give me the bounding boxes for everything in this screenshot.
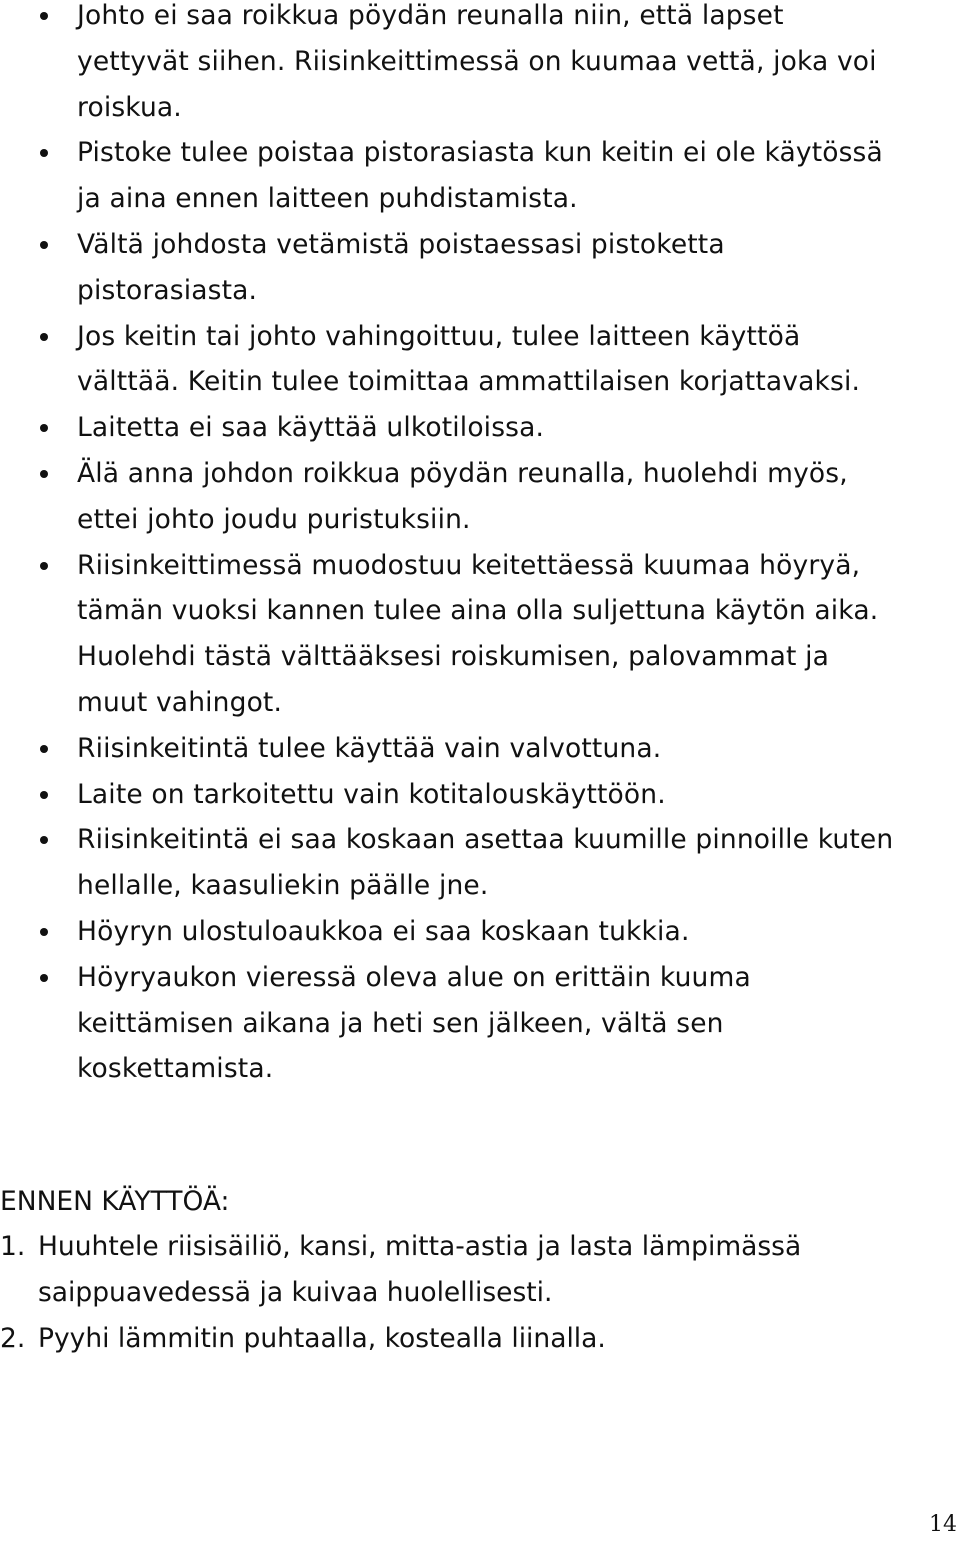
bullet-icon [40, 836, 48, 844]
safety-list-item [0, 817, 960, 909]
safety-item-line: koskettamista. [77, 1053, 274, 1085]
page-number: 14 [929, 1512, 957, 1537]
safety-list-item [0, 955, 960, 1092]
safety-item-line: ja aina ennen laitteen puhdistamista. [77, 183, 578, 215]
safety-item-line: Jos keitin tai johto vahingoittuu, tulee laitteen käyttöä [77, 320, 801, 352]
before-use-steps-list [0, 1224, 960, 1361]
safety-item-line: Riisinkeitintä ei saa koskaan asettaa kuumille pinnoille kuten [77, 824, 894, 856]
before-use-step [0, 1224, 960, 1316]
safety-item-line: roiskua. [77, 91, 182, 123]
safety-list-item [0, 314, 960, 406]
safety-list-item [0, 772, 960, 818]
safety-item-line: tämän vuoksi kannen tulee aina olla suljettuna käytön aika. [77, 595, 879, 627]
safety-item-line: Laite on tarkoitettu vain kotitalouskäyttöön. [77, 778, 666, 810]
bullet-icon [40, 791, 48, 799]
safety-item-line: muut vahingot. [77, 686, 283, 718]
safety-list-item [0, 909, 960, 955]
bullet-icon [40, 12, 48, 20]
bullet-icon [40, 241, 48, 249]
safety-item-line: Laitetta ei saa käyttää ulkotiloissa. [77, 412, 545, 444]
bullet-icon [40, 928, 48, 936]
safety-item-line: Riisinkeitintä tulee käyttää vain valvottuna. [77, 732, 662, 764]
safety-item-line: Höyryaukon vieressä oleva alue on erittäin kuuma [77, 961, 751, 993]
safety-list-item [0, 0, 960, 130]
safety-item-line: pistorasiasta. [77, 274, 258, 306]
step-text-line: Huuhtele riisisäiliö, kansi, mitta-astia ja lasta lämpimässä [38, 1231, 802, 1262]
safety-item-line: Älä anna johdon roikkua pöydän reunalla, huolehdi myös, [77, 457, 848, 489]
step-number: 2. [0, 1322, 26, 1354]
step-text-line: saippuavedessä ja kuivaa huolellisesti. [38, 1276, 553, 1308]
bullet-icon [40, 333, 48, 341]
bullet-icon [40, 470, 48, 478]
step-number: 1. [0, 1231, 26, 1262]
safety-list-item [0, 222, 960, 314]
safety-item-line: Höyryn ulostuloaukkoa ei saa koskaan tukkia. [77, 915, 690, 947]
safety-list-item [0, 543, 960, 726]
bullet-icon [40, 424, 48, 432]
safety-item-line: Pistoke tulee poistaa pistorasiasta kun keitin ei ole käytössä [77, 137, 883, 169]
bullet-icon [40, 745, 48, 753]
before-use-step [0, 1316, 960, 1362]
bullet-icon [40, 562, 48, 570]
safety-list-item [0, 130, 960, 222]
safety-list-item [0, 451, 960, 543]
before-use-heading: ENNEN KÄYTTÖÄ: [0, 1186, 230, 1217]
safety-item-line: hellalle, kaasuliekin päälle jne. [77, 870, 489, 902]
step-text-line: Pyyhi lämmitin puhtaalla, kostealla liinalla. [38, 1322, 606, 1354]
safety-item-line: Huolehdi tästä välttääksesi roiskumisen, palovammat ja [77, 641, 829, 673]
safety-item-line: Riisinkeittimessä muodostuu keitettäessä kuumaa höyryä, [77, 549, 861, 581]
safety-list-item [0, 405, 960, 451]
safety-item-line: keittämisen aikana ja heti sen jälkeen, vältä sen [77, 1007, 724, 1039]
safety-item-line: välttää. Keitin tulee toimittaa ammattilaisen korjattavaksi. [77, 366, 861, 398]
safety-item-line: yettyvät siihen. Riisinkeittimessä on kuumaa vettä, joka voi [77, 45, 877, 77]
safety-item-line: Johto ei saa roikkua pöydän reunalla niin, että lapset [77, 0, 784, 31]
safety-item-line: Vältä johdosta vetämistä poistaessasi pistoketta [77, 228, 725, 260]
bullet-icon [40, 974, 48, 982]
safety-item-line: ettei johto joudu puristuksiin. [77, 503, 471, 535]
bullet-icon [40, 149, 48, 157]
safety-list-item [0, 726, 960, 772]
